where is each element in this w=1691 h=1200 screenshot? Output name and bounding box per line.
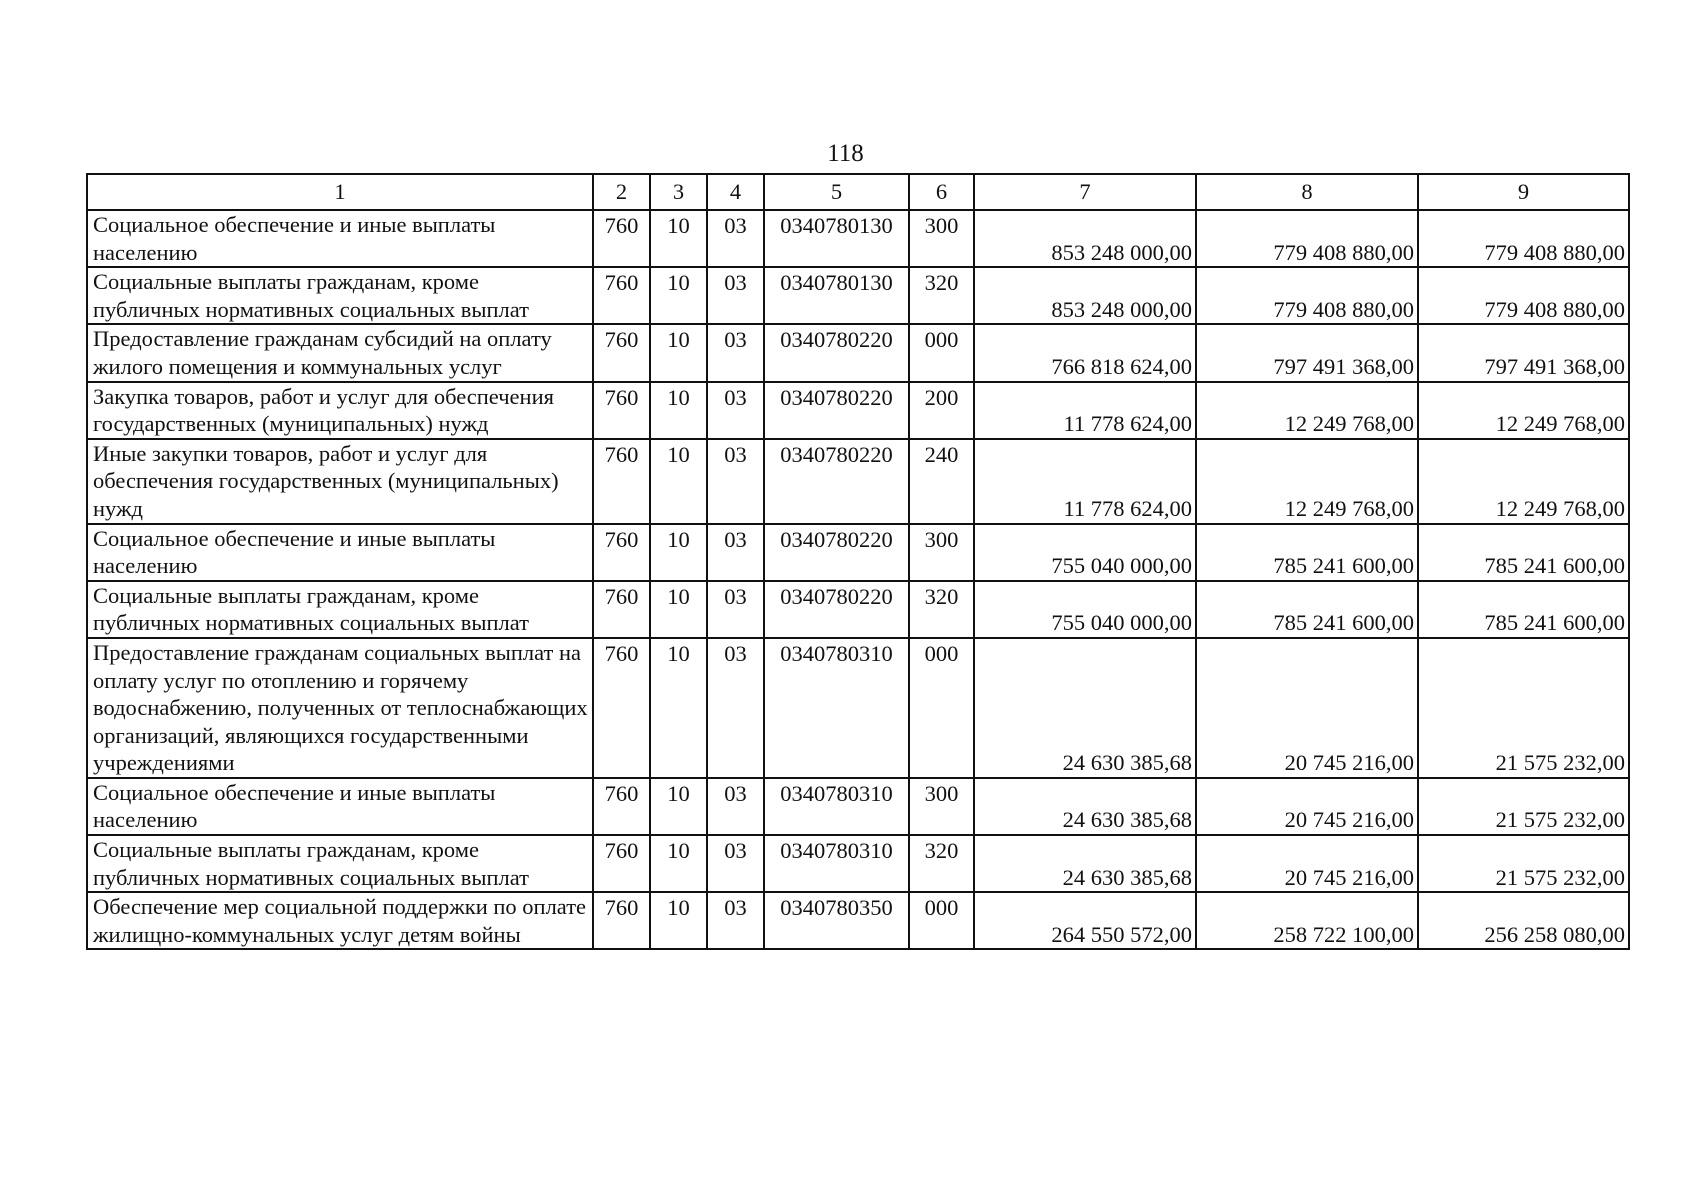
section-code: 10 [650,638,707,778]
subsection-code: 03 [707,210,764,267]
expense-type-code: 200 [909,382,974,439]
target-article-code: 0340780310 [764,638,909,778]
table-row [87,638,1629,778]
budget-table [86,173,1630,950]
subsection-code: 03 [707,892,764,949]
ministry-code: 760 [593,524,650,581]
ministry-code: 760 [593,835,650,892]
amount-col-8: 12 249 768,00 [1196,382,1418,439]
row-description: Закупка товаров, работ и услуг для обеспечения государственных (муниципальных) нужд [87,382,593,439]
row-description: Социальное обеспечение и иные выплаты населению [87,210,593,267]
table-row [87,267,1629,324]
subsection-code: 03 [707,382,764,439]
expense-type-code: 240 [909,439,974,524]
amount-col-7: 11 778 624,00 [974,439,1196,524]
target-article-code: 0340780310 [764,778,909,835]
expense-type-code: 300 [909,210,974,267]
amount-col-8: 20 745 216,00 [1196,778,1418,835]
amount-col-7: 755 040 000,00 [974,524,1196,581]
row-description: Иные закупки товаров, работ и услуг для обеспечения государственных (муниципальных) нужд [87,439,593,524]
expense-type-code: 000 [909,638,974,778]
row-description: Социальные выплаты гражданам, кроме публичных нормативных социальных выплат [87,835,593,892]
table-body [87,174,1629,949]
column-header: 4 [707,174,764,210]
expense-type-code: 320 [909,267,974,324]
amount-col-7: 24 630 385,68 [974,778,1196,835]
amount-col-8: 779 408 880,00 [1196,267,1418,324]
amount-col-9: 21 575 232,00 [1418,778,1629,835]
table-row [87,778,1629,835]
amount-col-8: 12 249 768,00 [1196,439,1418,524]
table-row [87,835,1629,892]
section-code: 10 [650,581,707,638]
amount-col-8: 779 408 880,00 [1196,210,1418,267]
table-row [87,324,1629,381]
section-code: 10 [650,324,707,381]
subsection-code: 03 [707,778,764,835]
ministry-code: 760 [593,439,650,524]
ministry-code: 760 [593,581,650,638]
table-row [87,524,1629,581]
amount-col-9: 785 241 600,00 [1418,581,1629,638]
subsection-code: 03 [707,524,764,581]
subsection-code: 03 [707,835,764,892]
target-article-code: 0340780220 [764,439,909,524]
ministry-code: 760 [593,638,650,778]
column-header: 7 [974,174,1196,210]
section-code: 10 [650,524,707,581]
amount-col-7: 755 040 000,00 [974,581,1196,638]
section-code: 10 [650,210,707,267]
amount-col-8: 258 722 100,00 [1196,892,1418,949]
ministry-code: 760 [593,267,650,324]
section-code: 10 [650,382,707,439]
table-row [87,382,1629,439]
amount-col-8: 797 491 368,00 [1196,324,1418,381]
amount-col-8: 785 241 600,00 [1196,524,1418,581]
section-code: 10 [650,892,707,949]
expense-type-code: 300 [909,778,974,835]
row-description: Социальное обеспечение и иные выплаты населению [87,524,593,581]
expense-type-code: 320 [909,581,974,638]
column-header: 6 [909,174,974,210]
target-article-code: 0340780350 [764,892,909,949]
amount-col-9: 12 249 768,00 [1418,439,1629,524]
amount-col-9: 12 249 768,00 [1418,382,1629,439]
amount-col-8: 785 241 600,00 [1196,581,1418,638]
amount-col-7: 853 248 000,00 [974,267,1196,324]
amount-col-9: 21 575 232,00 [1418,835,1629,892]
section-code: 10 [650,267,707,324]
target-article-code: 0340780220 [764,324,909,381]
amount-col-7: 766 818 624,00 [974,324,1196,381]
row-description: Предоставление гражданам социальных выплат на оплату услуг по отоплению и горячему водоснабжению, полученных от теплоснабжающих организаций, являющихся государственными учреждениями [87,638,593,778]
subsection-code: 03 [707,267,764,324]
amount-col-7: 24 630 385,68 [974,835,1196,892]
table-row [87,439,1629,524]
table-row [87,892,1629,949]
target-article-code: 0340780310 [764,835,909,892]
amount-col-7: 853 248 000,00 [974,210,1196,267]
amount-col-8: 20 745 216,00 [1196,638,1418,778]
amount-col-9: 797 491 368,00 [1418,324,1629,381]
column-header: 2 [593,174,650,210]
column-header: 1 [87,174,593,210]
target-article-code: 0340780220 [764,524,909,581]
section-code: 10 [650,835,707,892]
amount-col-9: 256 258 080,00 [1418,892,1629,949]
amount-col-9: 21 575 232,00 [1418,638,1629,778]
amount-col-9: 785 241 600,00 [1418,524,1629,581]
amount-col-8: 20 745 216,00 [1196,835,1418,892]
target-article-code: 0340780130 [764,210,909,267]
column-header: 5 [764,174,909,210]
target-article-code: 0340780220 [764,581,909,638]
ministry-code: 760 [593,892,650,949]
subsection-code: 03 [707,439,764,524]
column-header: 3 [650,174,707,210]
row-description: Обеспечение мер социальной поддержки по оплате жилищно-коммунальных услуг детям войны [87,892,593,949]
amount-col-9: 779 408 880,00 [1418,267,1629,324]
ministry-code: 760 [593,778,650,835]
subsection-code: 03 [707,324,764,381]
amount-col-7: 24 630 385,68 [974,638,1196,778]
amount-col-7: 11 778 624,00 [974,382,1196,439]
column-header: 8 [1196,174,1418,210]
column-number-row [87,174,1629,210]
subsection-code: 03 [707,581,764,638]
ministry-code: 760 [593,210,650,267]
target-article-code: 0340780130 [764,267,909,324]
row-description: Социальное обеспечение и иные выплаты населению [87,778,593,835]
expense-type-code: 300 [909,524,974,581]
expense-type-code: 000 [909,892,974,949]
table-row [87,210,1629,267]
target-article-code: 0340780220 [764,382,909,439]
ministry-code: 760 [593,382,650,439]
expense-type-code: 000 [909,324,974,381]
row-description: Предоставление гражданам субсидий на оплату жилого помещения и коммунальных услуг [87,324,593,381]
amount-col-9: 779 408 880,00 [1418,210,1629,267]
table-row [87,581,1629,638]
ministry-code: 760 [593,324,650,381]
section-code: 10 [650,778,707,835]
column-header: 9 [1418,174,1629,210]
amount-col-7: 264 550 572,00 [974,892,1196,949]
row-description: Социальные выплаты гражданам, кроме публичных нормативных социальных выплат [87,581,593,638]
row-description: Социальные выплаты гражданам, кроме публичных нормативных социальных выплат [87,267,593,324]
expense-type-code: 320 [909,835,974,892]
page-number: 118 [827,140,864,167]
section-code: 10 [650,439,707,524]
subsection-code: 03 [707,638,764,778]
